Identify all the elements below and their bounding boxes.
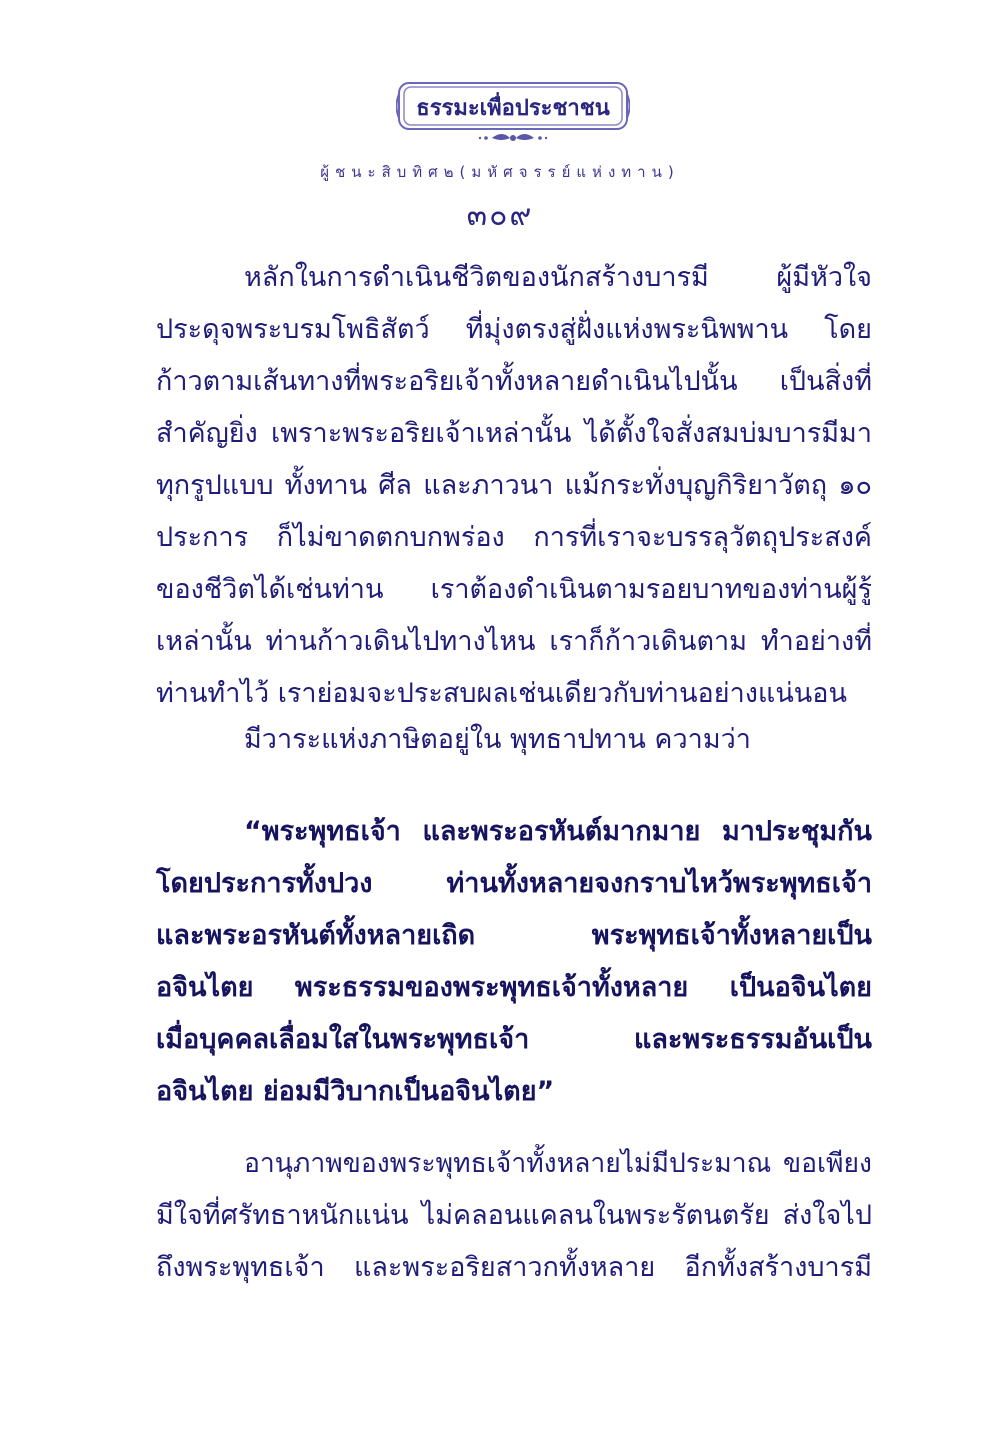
text-line: สำคัญยิ่ง เพราะพระอริยเจ้าเหล่านั้น ได้ตั้งใจสั่งสมบ่มบารมีมา — [156, 418, 872, 449]
scripture-quote — [156, 806, 872, 1118]
text-line: ถึงพระพุทธเจ้า และพระอริยสาวกทั้งหลาย อีกทั้งสร้างบารมี — [156, 1252, 872, 1283]
text-line: ก้าวตามเส้นทางที่พระอริยเจ้าทั้งหลายดำเนินไปนั้น เป็นสิ่งที่ — [156, 366, 872, 397]
paragraph-scripture-intro — [156, 714, 872, 766]
quote-line: “พระพุทธเจ้า และพระอรหันต์มากมาย มาประชุมกัน — [244, 816, 872, 847]
quote-line: และพระอรหันต์ทั้งหลายเถิด พระพุทธเจ้าทั้งหลายเป็น — [156, 920, 872, 951]
text-line: ประการ ก็ไม่ขาดตกบกพร่อง การที่เราจะบรรลุวัตถุประสงค์ — [156, 522, 872, 553]
text-line: มีใจที่ศรัทธาหนักแน่น ไม่คลอนแคลนในพระรัตนตรัย ส่งใจไป — [156, 1200, 872, 1231]
paragraph-intro — [156, 252, 872, 720]
quote-line: โดยประการทั้งปวง ท่านทั้งหลายจงกราบไหว้พระพุทธเจ้า — [156, 868, 872, 899]
quote-line: เมื่อบุคคลเลื่อมใสในพระพุทธเจ้า และพระธรรมอันเป็น — [156, 1024, 872, 1055]
text-line: หลักในการดำเนินชีวิตของนักสร้างบารมี ผู้มีหัวใจ — [244, 262, 872, 293]
quote-line: อจินไตย ย่อมมีวิบากเป็นอจินไตย” — [156, 1076, 555, 1107]
quote-line: อจินไตย พระธรรมของพระพุทธเจ้าทั้งหลาย เป็นอจินไตย — [156, 972, 872, 1003]
text-line: ของชีวิตได้เช่นท่าน เราต้องดำเนินตามรอยบาทของท่านผู้รู้ — [156, 574, 872, 605]
page-number: ๓๐๙ — [466, 198, 534, 233]
text-line: ทุกรูปแบบ ทั้งทาน ศีล และภาวนา แม้กระทั่งบุญกิริยาวัตถุ ๑๐ — [156, 470, 872, 501]
book-title: ผู้ชนะสิบทิศ๒(มหัศจรรย์แห่งทาน) — [320, 163, 680, 181]
publisher-logo — [396, 80, 630, 148]
logo-text: ธรรมะเพื่อประชาชน — [416, 96, 610, 121]
text-line: ท่านทำไว้ เราย่อมจะประสบผลเช่นเดียวกับท่านอย่างแน่นอน — [156, 678, 847, 709]
text-line: อานุภาพของพระพุทธเจ้าทั้งหลายไม่มีประมาณ ขอเพียง — [244, 1148, 872, 1179]
text-line: มีวาระแห่งภาษิตอยู่ใน พุทธาปทาน ความว่า — [244, 724, 751, 755]
paragraph-conclusion — [156, 1138, 872, 1294]
text-line: เหล่านั้น ท่านก้าวเดินไปทางไหน เราก็ก้าวเดินตาม ทำอย่างที่ — [156, 626, 872, 657]
text-line: ประดุจพระบรมโพธิสัตว์ ที่มุ่งตรงสู่ฝั่งแห่งพระนิพพาน โดย — [156, 314, 872, 345]
